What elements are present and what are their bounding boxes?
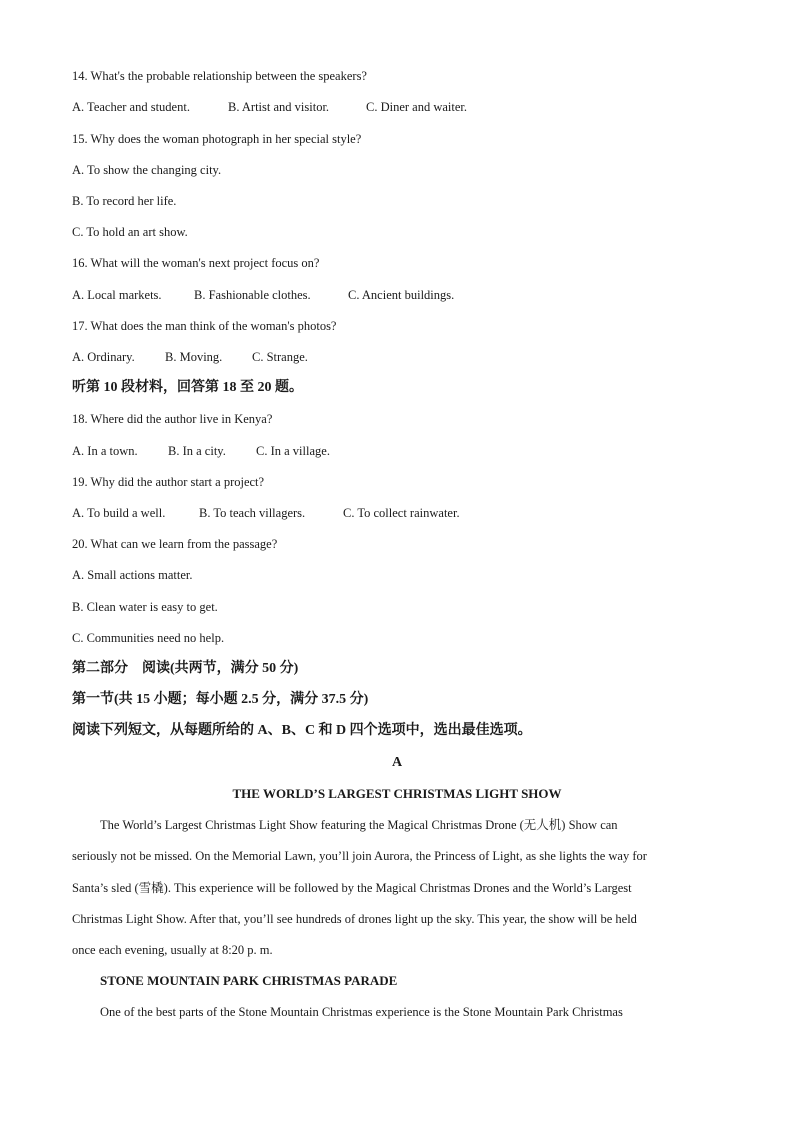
question-17: 17. What does the man think of the woman's photos? (72, 319, 337, 333)
option-c: C. Communities need no help. (72, 631, 225, 645)
option-c: C. In a village. (256, 444, 330, 458)
question-16: 16. What will the woman's next project focus on? (72, 256, 320, 270)
option-a: A. To show the changing city. (72, 163, 222, 177)
option-b: B. Artist and visitor. (228, 100, 330, 114)
option-b: B. To teach villagers. (199, 506, 306, 520)
passage-title: THE WORLD’S LARGEST CHRISTMAS LIGHT SHOW (232, 786, 562, 801)
paragraph-line: Santa’s sled (雪橇). This experience will be followed by the Magical Christmas Drones and the World’s Largest (72, 881, 632, 895)
option-a: A. Small actions matter. (72, 568, 193, 582)
paragraph-line: seriously not be missed. On the Memorial Lawn, you’ll join Aurora, the Princess of Light, as she lights the way for (72, 849, 647, 863)
section-10-heading: 听第 10 段材料，回答第 18 至 20 题。 (72, 380, 303, 395)
question-15: 15. Why does the woman photograph in her special style? (72, 132, 362, 146)
option-c: C. To collect rainwater. (343, 506, 460, 520)
passage-subheading: STONE MOUNTAIN PARK CHRISTMAS PARADE (100, 973, 398, 988)
question-19-options (72, 505, 460, 521)
instruction-text: 阅读下列短文，从每题所给的 A、B、C 和 D 四个选项中，选出最佳选项。 (72, 723, 532, 738)
question-20: 20. What can we learn from the passage? (72, 537, 278, 551)
option-b: B. In a city. (168, 444, 226, 458)
option-c: C. Ancient buildings. (348, 288, 455, 302)
option-c: C. To hold an art show. (72, 225, 188, 239)
option-a: A. Local markets. (72, 288, 162, 302)
option-b: B. To record her life. (72, 194, 177, 208)
option-b: B. Moving. (165, 350, 223, 364)
paragraph-line: One of the best parts of the Stone Mountain Christmas experience is the Stone Mountain Park Christmas (100, 1005, 623, 1019)
question-14-options (72, 99, 467, 115)
part-2-heading: 第二部分 阅读(共两节，满分 50 分) (72, 661, 299, 676)
option-b: B. Clean water is easy to get. (72, 600, 218, 614)
option-c: C. Diner and waiter. (366, 100, 468, 114)
question-14: 14. What's the probable relationship between the speakers? (72, 69, 367, 83)
option-a: A. Teacher and student. (72, 100, 190, 114)
question-17-options (72, 349, 308, 365)
option-a: A. To build a well. (72, 506, 166, 520)
paragraph-line: The World’s Largest Christmas Light Show featuring the Magical Christmas Drone (无人机) Show can (100, 818, 618, 832)
option-a: A. In a town. (72, 444, 138, 458)
paragraph-line: once each evening, usually at 8:20 p. m. (72, 943, 273, 957)
paragraph-line: Christmas Light Show. After that, you’ll see hundreds of drones light up the sky. This year, the show will be held (72, 912, 637, 926)
option-c: C. Strange. (252, 350, 308, 364)
passage-letter: A (391, 755, 403, 770)
question-19: 19. Why did the author start a project? (72, 475, 265, 489)
section-1-heading: 第一节(共 15 小题；每小题 2.5 分，满分 37.5 分) (72, 692, 369, 707)
question-18-options (72, 443, 330, 459)
option-a: A. Ordinary. (72, 350, 135, 364)
option-b: B. Fashionable clothes. (194, 288, 311, 302)
question-18: 18. Where did the author live in Kenya? (72, 412, 273, 426)
question-16-options (72, 287, 454, 303)
